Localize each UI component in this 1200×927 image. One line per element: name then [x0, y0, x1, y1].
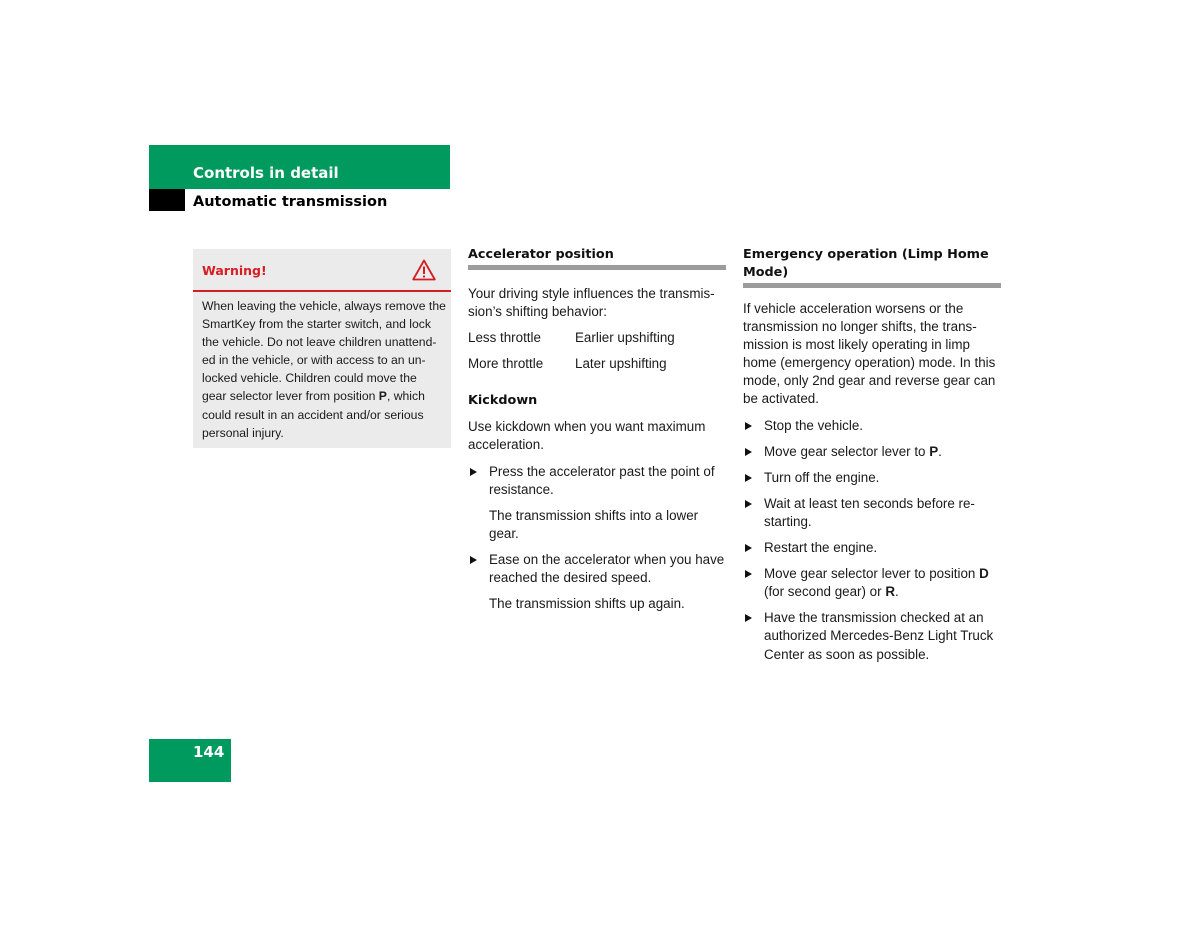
bullet-arrow-icon [745, 422, 752, 430]
warning-divider [193, 290, 451, 292]
list-item: Wait at least ten seconds before re- starting. [743, 495, 1001, 531]
throttle-row: Less throttle Earlier upshifting [468, 330, 675, 346]
bullet-arrow-icon [745, 500, 752, 508]
list-item: Move gear selector lever to position D (for second gear) or R. [743, 565, 1001, 601]
accelerator-heading: Accelerator position [468, 247, 614, 262]
list-item: Press the accelerator past the point of resistance. [468, 463, 726, 499]
section-title: Controls in detail [193, 164, 339, 182]
bullet-arrow-icon [745, 474, 752, 482]
header-marker [149, 189, 185, 211]
middle-column [468, 246, 726, 613]
accelerator-intro: Your driving style influences the transmis- sion’s shifting behavior: [468, 286, 715, 320]
heading-rule [468, 265, 726, 270]
page-number: 144 [193, 743, 225, 761]
bullet-arrow-icon [745, 448, 752, 456]
bullet-arrow-icon [745, 570, 752, 578]
throttle-row: More throttle Later upshifting [468, 356, 667, 372]
bullet-arrow-icon [745, 544, 752, 552]
right-column [743, 246, 1001, 664]
kickdown-intro: Use kickdown when you want maximum acceleration. [468, 419, 706, 453]
list-item: Move gear selector lever to P. [743, 443, 1001, 461]
bullet-arrow-icon [470, 556, 477, 564]
list-item: Stop the vehicle. [743, 417, 1001, 435]
warning-title: Warning! [202, 263, 267, 278]
bullet-arrow-icon [745, 614, 752, 622]
kickdown-heading: Kickdown [468, 393, 538, 409]
emergency-intro: If vehicle acceleration worsens or the transmission no longer shifts, the trans- mission is most likely operating in limp home (emergency operation) mode. In this mode, only 2nd gear and reverse gear can be activated. [743, 301, 996, 407]
bullet-arrow-icon [470, 468, 477, 476]
list-item: Restart the engine. [743, 539, 1001, 557]
heading-rule [743, 283, 1001, 288]
list-item: Turn off the engine. [743, 469, 1001, 487]
subsection-title: Automatic transmission [193, 194, 388, 210]
warning-text: When leaving the vehicle, always remove the SmartKey from the starter switch, and lock the vehicle. Do not leave children unattend- ed in the vehicle, or with access to an un- locked vehicle. Children could move the gear selector lever from position P, which could result in an accident and/or serious personal injury. [202, 299, 446, 440]
list-item: Ease on the accelerator when you have reached the desired speed. [468, 551, 726, 587]
result-text: The transmission shifts up again. [489, 596, 685, 612]
list-item: Have the transmission checked at an authorized Mercedes-Benz Light Truck Center as soon as possible. [743, 609, 1001, 663]
emergency-heading: Emergency operation (Limp Home Mode) [743, 247, 989, 280]
result-text: The transmission shifts into a lower gear. [489, 507, 699, 541]
warning-box [193, 249, 451, 448]
warning-header [193, 249, 451, 292]
warning-triangle-icon [412, 259, 436, 281]
